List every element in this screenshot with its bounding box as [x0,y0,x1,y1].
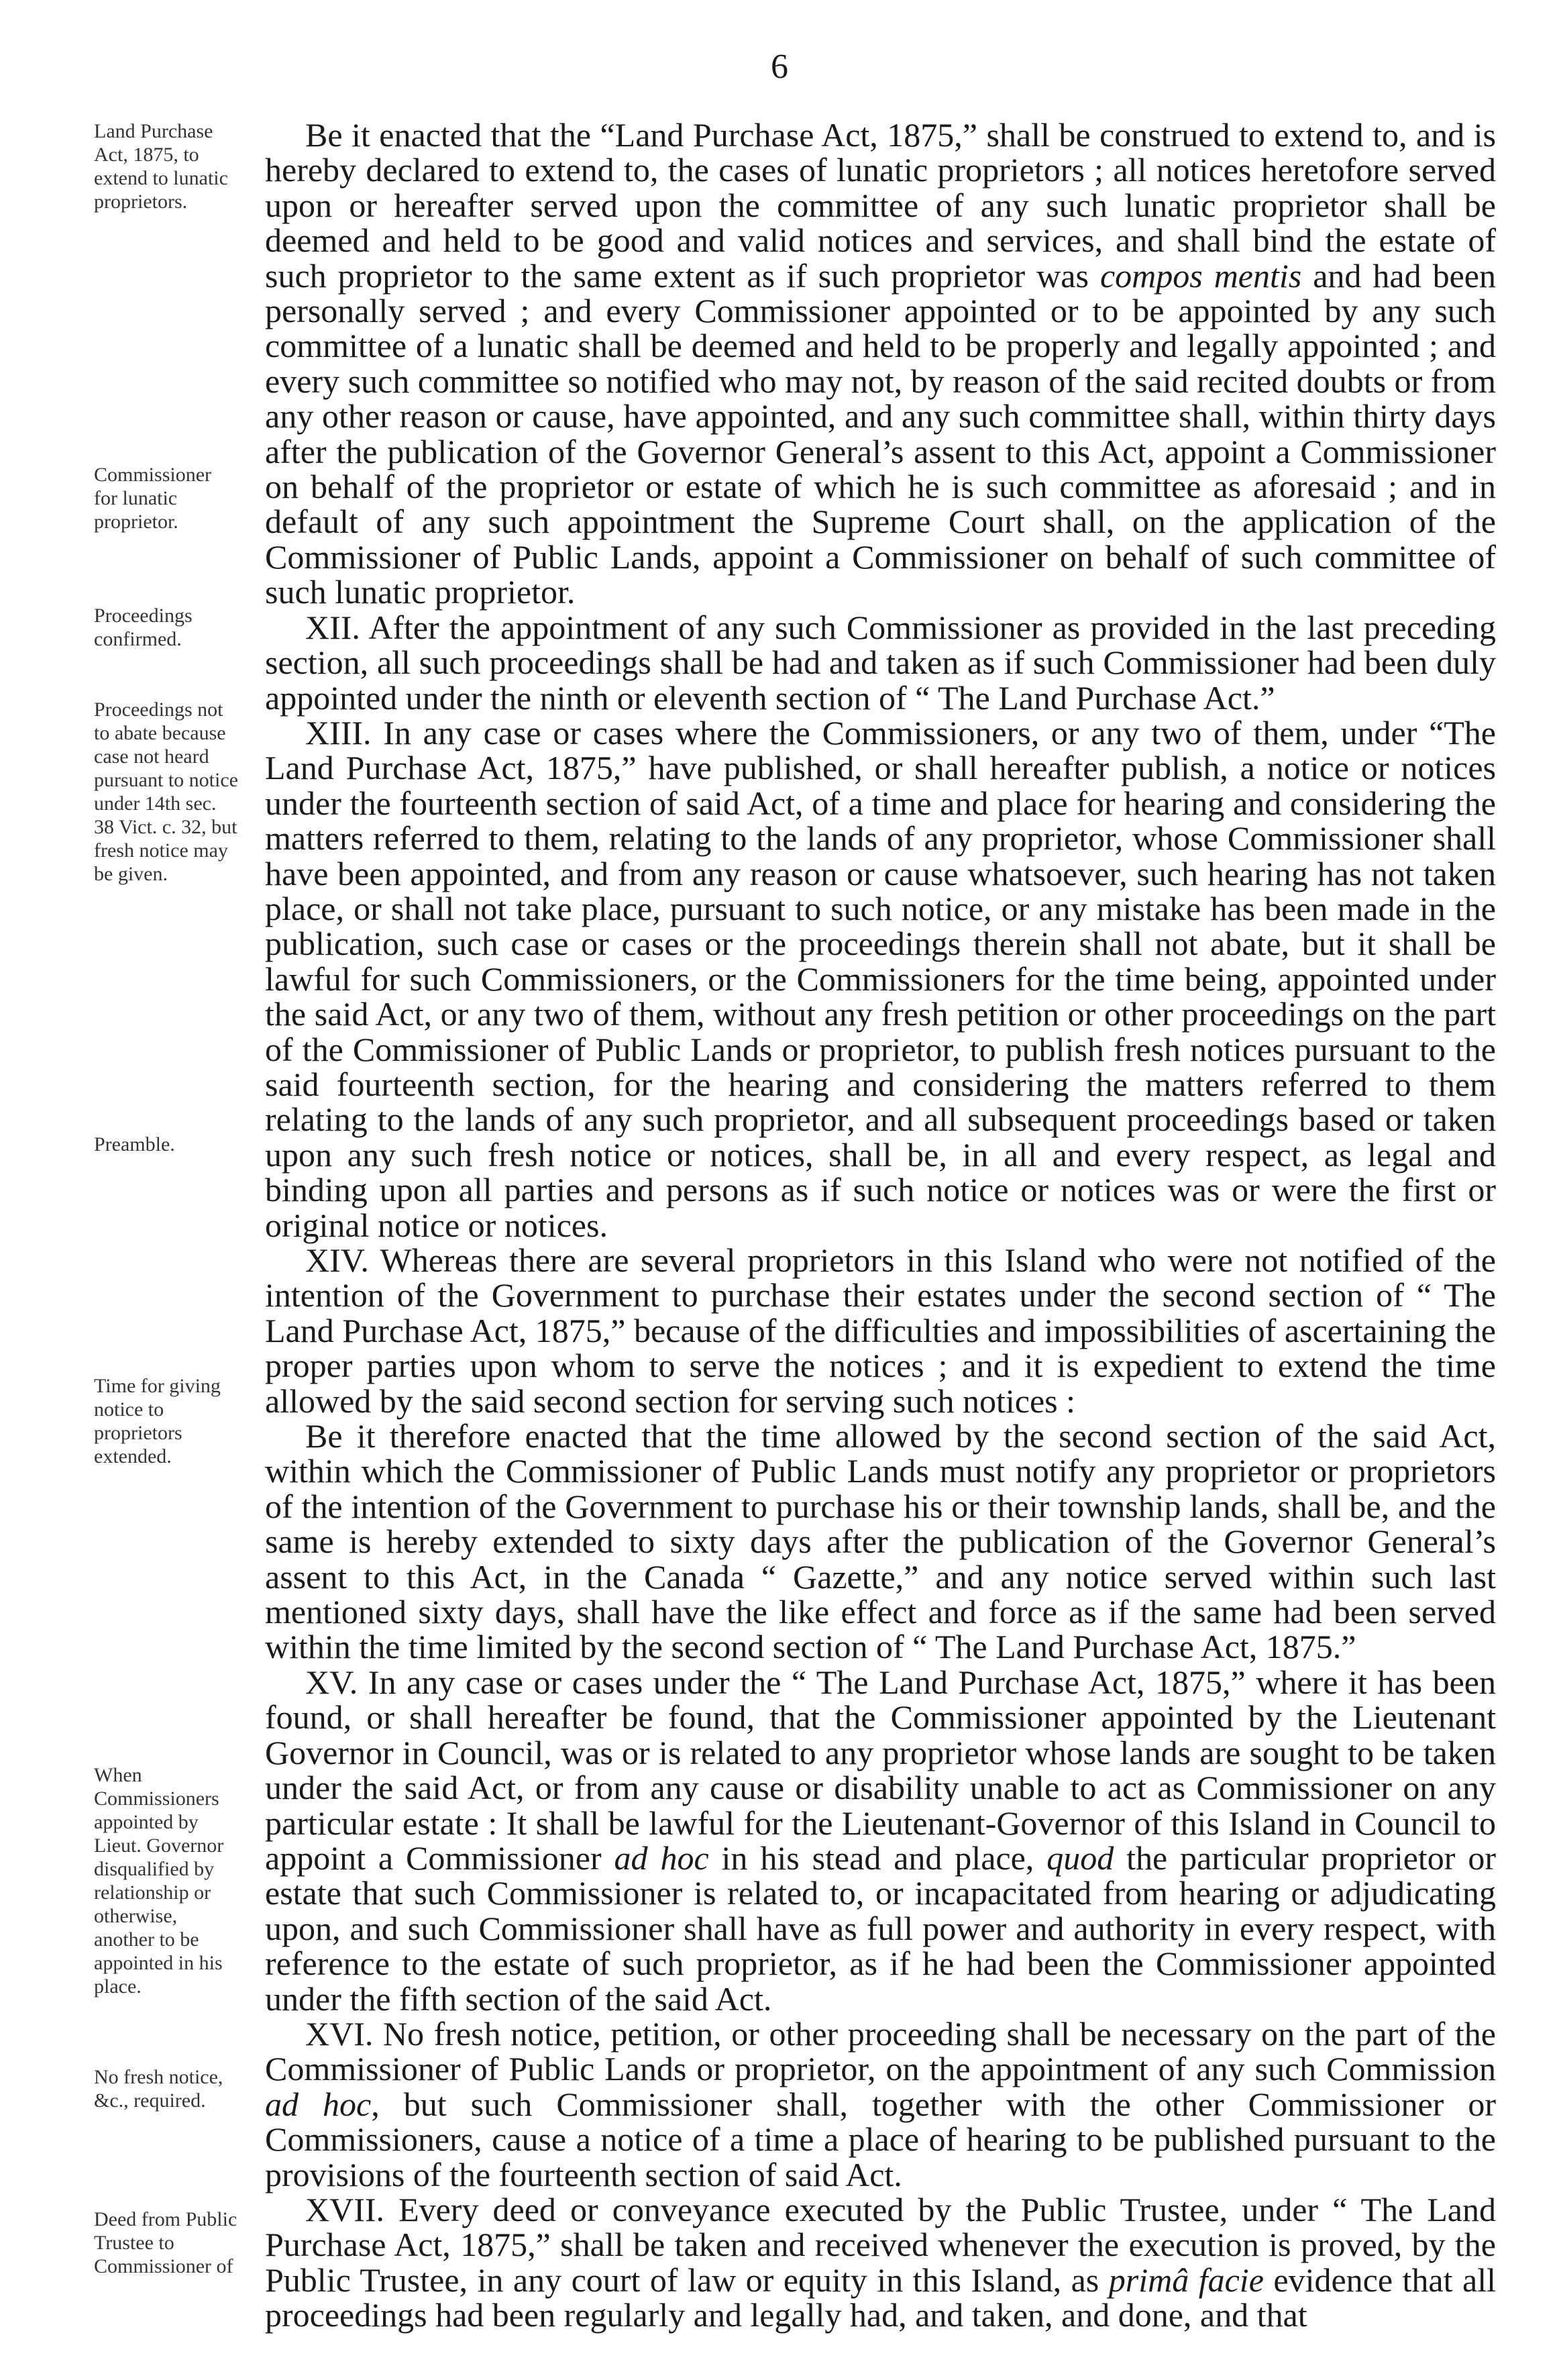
margin-note: Commissioner for lunatic proprietor. [94,464,212,533]
margin-note: Land Purchase Act, 1875, to extend to lunatic proprietors. [94,120,228,213]
margin-note: No fresh notice, &c., required. [94,2066,223,2112]
paragraph: XVII. Every deed or conveyance executed by the Public Trustee, under “ The Land Purchase Act, 1875,” shall be taken and received whenever the execution is proved, by the Public Trustee, in any court of law or equity in this Island, as primâ facie evidence that all proceedings had been regularly and legally had, and taken, and done, and that [265,2190,1496,2334]
paragraph: XIII. In any case or cases where the Commissioners, or any two of them, under “The Land Purchase Act, 1875,” have published, or shall hereafter publish, a notice or notices under the fourteenth section of said Act, of a time and place for hearing and considering the matters referred to them, relating to the lands of any proprietor, whose Commissioner shall have been appointed, and from any reason or cause whatsoever, such hearing has not taken place, or shall not take place, pursuant to such notice, or any mistake has been made in the publication, such case or cases or the proceedings therein shall not abate, but it shall be lawful for such Commissioners, or the Commissioners for the time being, appointed under the said Act, or any two of them, without any fresh petition or other proceedings on the part of the Commissioner of Public Lands or proprietor, to publish fresh notices pursuant to the said fourteenth section, for the hearing and considering the matters referred to them relating to the lands of any such proprietor, and all subsequent proceedings based or taken upon any such fresh notice or notices, shall be, in all and every respect, as legal and binding upon all parties and persons as if such notice or notices was or were the first or original notice or notices. [265,713,1496,1244]
margin-note: When Commissioners appointed by Lieut. Governor disqualified by relationship or otherwise, another to be appointed in his place. [94,1764,224,1998]
paragraph: XII. After the appointment of any such Commissioner as provided in the last preceding section, all such proceedings shall be had and taken as if such Commissioner had been duly appointed under the ninth or eleventh section of “ The Land Purchase Act.” [265,608,1496,717]
paragraph: Be it enacted that the “Land Purchase Act, 1875,” shall be construed to extend to, and is hereby declared to extend to, the cases of lunatic proprietors ; all notices heretofore served upon or hereafter served upon the committee of any such lunatic proprietor shall be deemed and held to be good and valid notices and services, and shall bind the estate of such proprietor to the same extent as if such proprietor was compos mentis and had been personally served ; and every Commissioner appointed or to be appointed by any such committee of a lunatic shall be deemed and held to be properly and legally appointed ; and every such committee so notified who may not, by reason of the said recited doubts or from any other reason or cause, have appointed, and any such committee shall, within thirty days after the publication of the Governor General’s assent to this Act, appoint a Commissioner on behalf of the proprietor or estate of which he is such committee as aforesaid ; and in default of any such appointment the Supreme Court shall, on the application of the Commissioner of Public Lands, appoint a Commissioner on behalf of such committee of such lunatic proprietor. [265,116,1496,611]
margin-note: Proceedings not to abate because case not heard pursuant to notice under 14th sec. 38 Vict. c. 32, but fresh notice may be given. [94,699,238,885]
margin-note: Preamble. [94,1133,175,1155]
margin-note: Time for giving notice to proprietors extended. [94,1375,221,1467]
paragraph: Be it therefore enacted that the time allowed by the second section of the said Act, within which the Commissioner of Public Lands must notify any proprietor or proprietors of the intention of the Government to purchase his or their township lands, shall be, and the same is hereby extended to sixty days after the publication of the Governor General’s assent to this Act, in the Canada “ Gazette,” and any notice served within such last mentioned sixty days, shall have the like effect and force as if the same had been served within the time limited by the second section of “ The Land Purchase Act, 1875.” [265,1417,1496,1666]
margin-note: Proceedings confirmed. [94,605,193,650]
margin-note: Deed from Public Trustee to Commissioner of [94,2208,237,2277]
page-number: 6 [771,48,788,86]
paragraph: XVI. No fresh notice, petition, or other proceeding shall be necessary on the part of the Commissioner of Public Lands or proprietor, on the appointment of any such Commission ad hoc, but such Commissioner shall, together with the other Commissioner or Commissioners, cause a notice of a time a place of hearing to be published pursuant to the provisions of the fourteenth section of said Act. [265,2014,1496,2193]
paragraph: XIV. Whereas there are several proprietors in this Island who were not notified of the intention of the Government to purchase their estates under the second section of “ The Land Purchase Act, 1875,” because of the difficulties and impossibilities of ascertaining the proper parties upon whom to serve the notices ; and it is expedient to extend the time allowed by the said second section for serving such notices : [265,1241,1496,1420]
paragraph: XV. In any case or cases under the “ The Land Purchase Act, 1875,” where it has been found, or shall hereafter be found, that the Commissioner appointed by the Lieutenant Governor in Council, was or is related to any proprietor whose lands are sought to be taken under the said Act, or from any cause or disability unable to act as Commissioner on any particular estate : It shall be lawful for the Lieutenant-Governor of this Island in Council to appoint a Commissioner ad hoc in his stead and place, quod the particular proprietor or estate that such Commissioner is related to, or incapacitated from hearing or adjudicating upon, and such Commissioner shall have as full power and authority in every respect, with reference to the estate of such proprietor, as if he had been the Commissioner appointed under the fifth section of the said Act. [265,1663,1496,2018]
body-text [265,117,1496,2333]
